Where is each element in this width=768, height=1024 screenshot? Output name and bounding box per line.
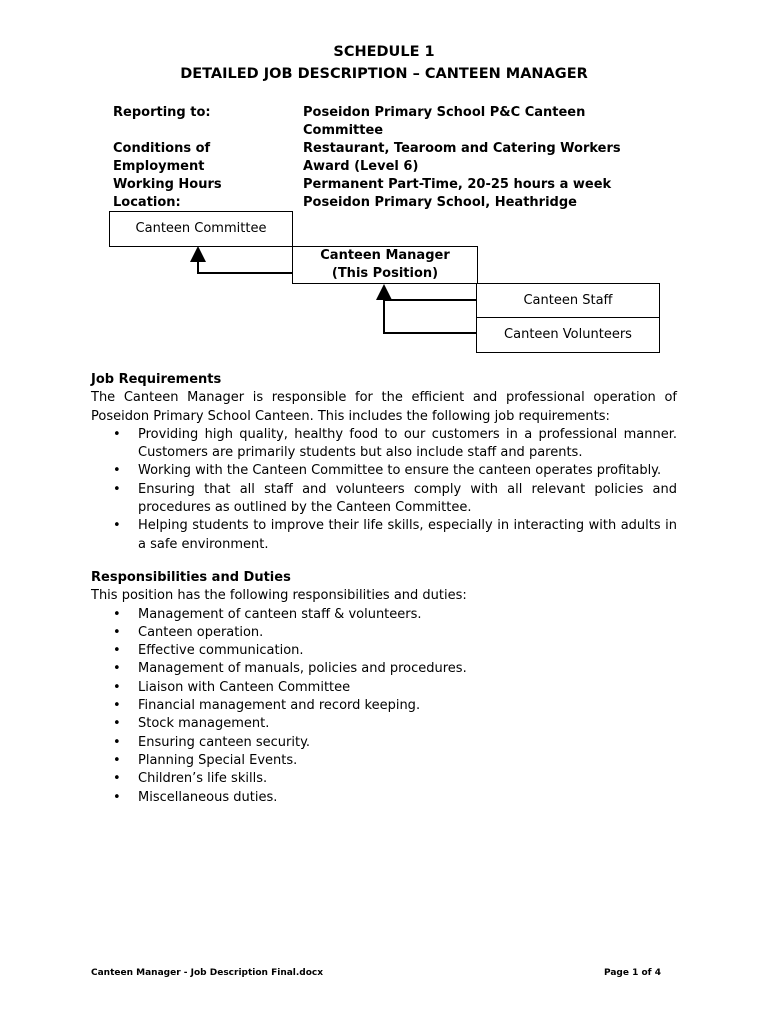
bullet-icon: •	[113, 752, 121, 768]
list-item-text: Ensuring that all staff and volunteers comply with all relevant policies and procedures as outlined by the Canteen Committee.	[138, 481, 677, 516]
org-box-manager-title: Canteen Manager	[320, 248, 450, 263]
info-label: Working Hours	[113, 177, 222, 192]
list-item	[91, 697, 677, 715]
org-box-manager-subtitle: (This Position)	[331, 266, 439, 281]
bullet-icon: •	[113, 789, 121, 805]
list-item	[91, 789, 677, 807]
footer-page-number: Page 1 of 4	[604, 968, 661, 978]
info-value: Restaurant, Tearoom and Catering Workers Award (Level 6)	[303, 141, 621, 174]
position-info-table	[113, 104, 643, 212]
list-item-text: Working with the Canteen Committee to ensure the canteen operates profitably.	[138, 463, 662, 479]
list-item-text: Providing high quality, healthy food to our customers in a professional manner. Customers are primarily students but also include staff and parents.	[138, 426, 677, 461]
info-row-location	[113, 194, 643, 212]
bullet-icon: •	[113, 698, 121, 714]
footer-filename: Canteen Manager - Job Description Final.docx	[91, 968, 324, 978]
list-item	[91, 752, 677, 770]
info-label: Conditions of Employment	[113, 141, 211, 174]
bullet-icon: •	[113, 518, 121, 534]
list-item-text: Stock management.	[138, 716, 270, 732]
list-item-text: Management of canteen staff & volunteers.	[138, 606, 422, 622]
document-title: DETAILED JOB DESCRIPTION – CANTEEN MANAGER	[180, 66, 588, 82]
bullet-icon: •	[113, 661, 121, 677]
bullet-icon: •	[113, 624, 121, 640]
bullet-icon: •	[113, 606, 121, 622]
bullet-icon: •	[113, 426, 121, 442]
bullet-icon: •	[113, 716, 121, 732]
responsibilities-heading: Responsibilities and Duties	[91, 570, 291, 585]
list-item	[91, 606, 677, 624]
bullet-icon: •	[113, 771, 121, 787]
responsibilities-list	[91, 606, 677, 807]
info-row-conditions	[113, 140, 643, 176]
list-item-text: Planning Special Events.	[138, 752, 298, 768]
bullet-icon: •	[113, 463, 121, 479]
list-item	[91, 462, 677, 480]
schedule-heading: SCHEDULE 1	[333, 44, 435, 60]
list-item	[91, 517, 677, 554]
list-item-text: Miscellaneous duties.	[138, 789, 278, 805]
bullet-icon: •	[113, 679, 121, 695]
list-item	[91, 715, 677, 733]
org-box-canteen-staff: Canteen Staff	[476, 283, 660, 318]
list-item	[91, 679, 677, 697]
info-value: Poseidon Primary School, Heathridge	[303, 195, 577, 210]
list-item-text: Ensuring canteen security.	[138, 734, 311, 750]
manager-to-committee-arrow	[198, 254, 292, 273]
list-item	[91, 770, 677, 788]
bullet-icon: •	[113, 481, 121, 497]
responsibilities-intro: This position has the following responsibilities and duties:	[91, 588, 467, 604]
list-item-text: Helping students to improve their life skills, especially in interacting with adults in a safe environment.	[138, 518, 677, 552]
job-requirements-list	[91, 426, 677, 554]
job-requirements-heading: Job Requirements	[91, 372, 222, 387]
list-item-text: Management of manuals, policies and procedures.	[138, 661, 467, 677]
list-item-text: Effective communication.	[138, 643, 304, 659]
list-item-text: Children’s life skills.	[138, 771, 268, 787]
list-item	[91, 660, 677, 678]
list-item-text: Financial management and record keeping.	[138, 698, 421, 714]
bullet-icon: •	[113, 734, 121, 750]
info-value: Poseidon Primary School P&C Canteen Committee	[303, 105, 586, 138]
volunteers-to-manager-arrow	[384, 300, 476, 333]
list-item-text: Liaison with Canteen Committee	[138, 679, 351, 695]
info-label: Reporting to:	[113, 105, 211, 120]
info-value: Permanent Part-Time, 20-25 hours a week	[303, 177, 612, 192]
staff-to-manager-arrow	[384, 292, 476, 300]
list-item-text: Canteen operation.	[138, 624, 264, 640]
info-row-hours	[113, 176, 643, 194]
list-item	[91, 481, 677, 518]
bullet-icon: •	[113, 643, 121, 659]
info-label: Location:	[113, 195, 181, 210]
org-box-canteen-manager	[292, 246, 478, 284]
responsibilities-section	[91, 569, 677, 807]
list-item	[91, 642, 677, 660]
job-requirements-intro: The Canteen Manager is responsible for the efficient and professional operation of Poseidon Primary School Canteen. This includes the following job requirements:	[91, 390, 677, 424]
info-row-reporting	[113, 104, 643, 140]
list-item	[91, 734, 677, 752]
org-box-canteen-committee: Canteen Committee	[109, 211, 293, 247]
org-box-canteen-volunteers: Canteen Volunteers	[476, 317, 660, 353]
job-requirements-section	[91, 371, 677, 554]
list-item	[91, 426, 677, 463]
list-item	[91, 624, 677, 642]
